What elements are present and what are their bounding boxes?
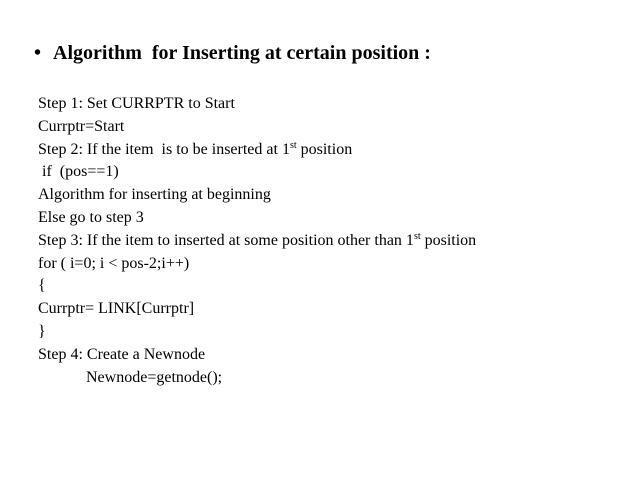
ordinal-suffix: st: [413, 230, 421, 242]
step-line: {: [38, 277, 46, 295]
step-line: [38, 230, 476, 253]
step-line: for ( i=0; i < pos-2;i++): [38, 254, 190, 272]
slide-heading: [34, 41, 431, 65]
step-line: Currptr= LINK[Currptr]: [38, 300, 195, 318]
algorithm-steps: [38, 93, 476, 389]
step-line: Newnode=getnode();: [38, 368, 223, 386]
step-line: if (pos==1): [38, 163, 119, 181]
ordinal-suffix: st: [289, 139, 297, 151]
step-text: position: [296, 140, 353, 158]
step-line: Algorithm for inserting at beginning: [38, 186, 271, 204]
step-line: }: [38, 322, 46, 340]
step-line: [38, 139, 476, 162]
step-line: Step 1: Set CURRPTR to Start: [38, 95, 235, 112]
bullet-icon: •: [34, 42, 42, 64]
heading-text: Algorithm for Inserting at certain position :: [53, 42, 431, 64]
step-text: position: [420, 231, 477, 249]
step-line: Else go to step 3: [38, 208, 144, 226]
step-text: Step 2: If the item is to be inserted at 1: [38, 140, 290, 158]
step-line: Step 4: Create a Newnode: [38, 345, 206, 363]
step-text: Step 3: If the item to inserted at some position other than 1: [38, 231, 414, 249]
step-line: Currptr=Start: [38, 117, 125, 135]
